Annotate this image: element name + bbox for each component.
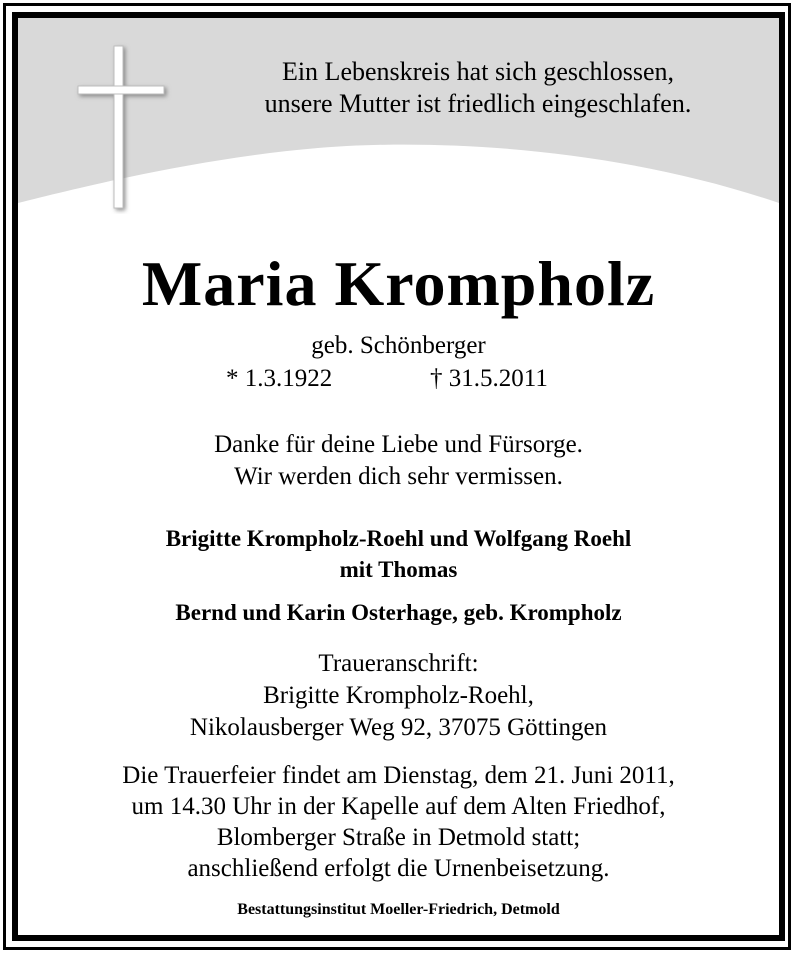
mourning-address bbox=[18, 648, 779, 744]
obituary-card bbox=[12, 12, 785, 941]
mourners-group-2 bbox=[18, 597, 779, 628]
mourners-group-2-line: Bernd und Karin Osterhage, geb. Krompholz bbox=[175, 600, 622, 625]
header-verse-line-2: unsere Mutter ist friedlich eingeschlafen. bbox=[264, 89, 692, 118]
address-name: Brigitte Krompholz-Roehl, bbox=[263, 682, 534, 709]
cross-icon bbox=[72, 42, 172, 214]
address-street: Nikolausberger Weg 92, 37075 Göttingen bbox=[189, 714, 608, 741]
header-verse-line-1: Ein Lebenskreis hat sich geschlossen, bbox=[281, 57, 675, 86]
undertaker-credit: Bestattungsinstitut Moeller-Friedrich, Detmold bbox=[237, 901, 560, 918]
death-date: † 31.5.2011 bbox=[430, 365, 548, 392]
address-label: Traueranschrift: bbox=[318, 650, 479, 677]
service-line-1: Die Trauerfeier findet am Dienstag, dem 21. Juni 2011, bbox=[122, 762, 675, 789]
mourners-group-1 bbox=[18, 523, 779, 585]
thanks-line-1: Danke für deine Liebe und Fürsorge. bbox=[214, 431, 583, 458]
deceased-name: Maria Krompholz bbox=[141, 248, 656, 319]
maiden-name: geb. Schönberger bbox=[311, 332, 486, 359]
mourners-group-1-line-2: mit Thomas bbox=[339, 557, 458, 582]
service-line-2: um 14.30 Uhr in der Kapelle auf dem Alten Friedhof, bbox=[131, 793, 666, 820]
service-line-4: anschließend erfolgt die Urnenbeisetzung. bbox=[187, 855, 610, 882]
birth-date: * 1.3.1922 bbox=[226, 365, 333, 392]
mourners-group-1-line-1: Brigitte Krompholz-Roehl und Wolfgang Roehl bbox=[165, 526, 632, 551]
funeral-service-info bbox=[18, 760, 779, 884]
service-line-3: Blomberger Straße in Detmold statt; bbox=[216, 824, 581, 851]
thanks-line-2: Wir werden dich sehr vermissen. bbox=[234, 463, 563, 490]
thanks-text bbox=[18, 429, 779, 493]
header-verse bbox=[218, 56, 738, 120]
life-dates bbox=[18, 365, 779, 397]
